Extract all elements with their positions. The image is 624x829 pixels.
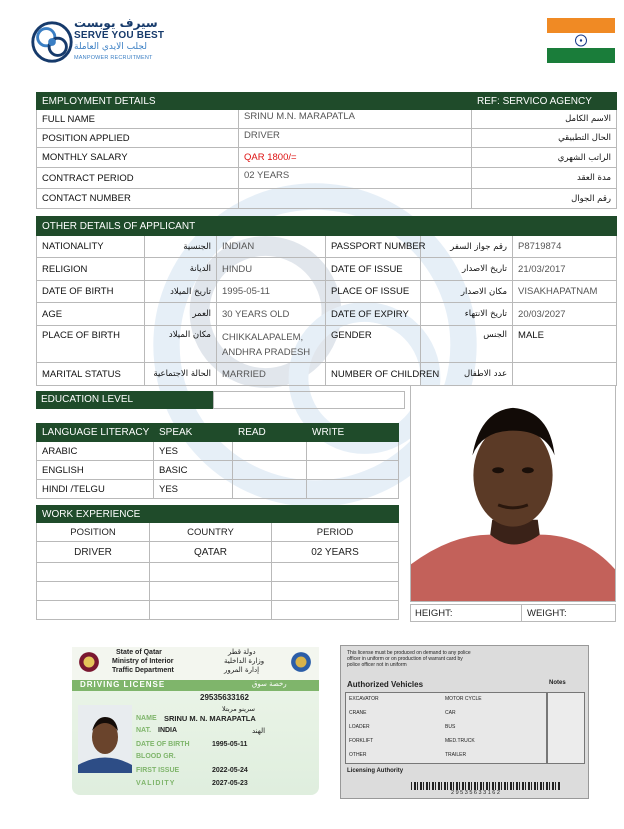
logo-english-name: SERVE YOU BEST <box>74 30 165 41</box>
language-write <box>307 442 399 461</box>
place-of-issue-arabic: مكان الاصدار <box>421 281 513 303</box>
gender-value: MALE <box>513 326 617 363</box>
divider <box>521 605 522 621</box>
contact-number-arabic: رقم الجوال <box>472 189 617 209</box>
notes-label: Notes <box>549 680 566 686</box>
work-country <box>150 563 272 582</box>
work-position <box>37 563 150 582</box>
language-row <box>37 480 399 499</box>
date-of-expiry-value: 20/03/2027 <box>513 303 617 326</box>
language-read <box>233 461 307 480</box>
passport-label: PASSPORT NUMBER <box>326 236 421 258</box>
passport-value: P8719874 <box>513 236 617 258</box>
license-valid: 2027-05-23 <box>212 780 248 787</box>
place-of-birth-line2: ANDHRA PRADESH <box>222 347 311 358</box>
work-country <box>150 582 272 601</box>
full-name-value: SRINU M.N. MARAPATLA <box>239 110 472 129</box>
height-weight-row <box>410 604 616 622</box>
work-country: QATAR <box>150 542 272 563</box>
work-col-country: COUNTRY <box>150 523 272 542</box>
vehicle-left-4: OTHER <box>349 752 367 758</box>
barcode-text: 2 9 5 3 5 6 3 3 1 6 2 <box>451 790 500 796</box>
license-name: SRINU M. N. MARAPATLA <box>164 714 256 723</box>
language-speak: YES <box>154 480 233 499</box>
language-row <box>37 461 399 480</box>
license-header-band <box>72 647 319 680</box>
work-row <box>37 582 399 601</box>
language-read <box>233 442 307 461</box>
position-value: DRIVER <box>239 129 472 148</box>
license-photo <box>78 705 132 773</box>
qatar-emblem-icon <box>78 651 100 673</box>
place-of-birth-value <box>217 326 326 363</box>
language-header: LANGUAGE LITERACY <box>37 424 154 442</box>
license-nat-label: NAT. <box>136 727 152 734</box>
read-header: READ <box>233 424 307 442</box>
license-ar-title: رخصة سوق <box>252 680 287 688</box>
applicant-portrait-image <box>411 386 615 601</box>
work-row <box>37 542 399 563</box>
work-experience-header: WORK EXPERIENCE <box>37 506 399 523</box>
logo-arabic-name: سيرف يوبست <box>74 16 158 30</box>
education-value <box>213 391 405 409</box>
place-of-birth-arabic: مكان الميلاد <box>145 326 217 363</box>
children-arabic: عدد الاطفال <box>421 363 513 386</box>
vehicle-right-3: MED.TRUCK <box>445 738 475 744</box>
license-state: State of Qatar <box>116 649 162 656</box>
other-details-table <box>36 216 617 386</box>
language-name: ARABIC <box>37 442 154 461</box>
language-row <box>37 442 399 461</box>
dob-arabic: تاريخ الميلاد <box>145 281 217 303</box>
salary-value: QAR 1800/= <box>239 148 472 168</box>
date-of-expiry-label: DATE OF EXPIRY <box>326 303 421 326</box>
language-speak: YES <box>154 442 233 461</box>
license-title: DRIVING LICENSE <box>80 680 166 689</box>
contract-period-arabic: مدة العقد <box>472 168 617 189</box>
work-row <box>37 601 399 620</box>
driving-license-front <box>72 647 319 795</box>
license-number: 29535633162 <box>200 693 249 702</box>
religion-value: HINDU <box>217 258 326 281</box>
children-label: NUMBER OF CHILDREN <box>326 363 421 386</box>
license-name-label: NAME <box>136 715 157 722</box>
authorized-vehicles-label: Authorized Vehicles <box>347 680 424 689</box>
driving-license-back <box>340 645 589 799</box>
license-portrait-image <box>78 705 132 773</box>
dob-label: DATE OF BIRTH <box>37 281 145 303</box>
contract-period-value: 02 YEARS <box>239 168 472 189</box>
language-write <box>307 480 399 499</box>
license-nat-ar: الهند <box>252 727 266 735</box>
license-ministry: Ministry of Interior <box>112 658 174 665</box>
license-first: 2022-05-24 <box>212 767 248 774</box>
license-ar-ministry: وزارة الداخلية <box>224 657 265 665</box>
logo-tagline: MANPOWER RECRUITMENT <box>74 55 153 61</box>
vehicle-left-3: FORKLIFT <box>349 738 374 744</box>
language-read <box>233 480 307 499</box>
place-of-issue-label: PLACE OF ISSUE <box>326 281 421 303</box>
license-dob: 1995-05-11 <box>212 741 248 748</box>
work-period <box>272 601 399 620</box>
license-dob-label: DATE OF BIRTH <box>136 741 190 748</box>
work-col-position: POSITION <box>37 523 150 542</box>
vehicle-right-4: TRAILER <box>445 752 467 758</box>
license-back-notice: This license must be produced on demand to any police officer in uniform or on production of warrant card by police officer not in uniform <box>347 650 471 668</box>
notes-column <box>547 692 585 764</box>
contract-period-label: CONTRACT PERIOD <box>37 168 239 189</box>
other-details-header-right <box>326 217 617 236</box>
employment-table <box>36 92 617 209</box>
applicant-photo <box>410 385 616 602</box>
nationality-arabic: الجنسية <box>145 236 217 258</box>
vehicle-right-0: MOTOR CYCLE <box>445 696 482 702</box>
vehicle-left-2: LOADER <box>349 724 370 730</box>
language-speak: BASIC <box>154 461 233 480</box>
vehicle-right-1: CAR <box>445 710 456 716</box>
passport-arabic: رقم جواز السفر <box>421 236 513 258</box>
work-period <box>272 582 399 601</box>
marital-status-arabic: الحالة الاجتماعية <box>145 363 217 386</box>
vehicle-left-0: EXCAVATOR <box>349 696 379 702</box>
place-of-birth-line1: CHIKKALAPALEM, <box>222 332 304 343</box>
license-blood-label: BLOOD GR. <box>136 753 176 760</box>
date-of-issue-label: DATE OF ISSUE <box>326 258 421 281</box>
religion-arabic: الديانة <box>145 258 217 281</box>
work-country <box>150 601 272 620</box>
work-row <box>37 563 399 582</box>
work-position <box>37 582 150 601</box>
date-of-expiry-arabic: تاريخ الانتهاء <box>421 303 513 326</box>
salary-arabic: الراتب الشهري <box>472 148 617 168</box>
language-table <box>36 423 399 499</box>
license-nat: INDIA <box>158 727 178 734</box>
place-of-issue-value: VISAKHAPATNAM <box>513 281 617 303</box>
license-valid-label: VALIDITY <box>136 780 176 787</box>
contact-number-label: CONTACT NUMBER <box>37 189 239 209</box>
gender-label: GENDER <box>326 326 421 363</box>
vehicle-right-2: BUS <box>445 724 456 730</box>
logo-arabic-sub: لجلب الايدي العاملة <box>74 42 147 52</box>
dob-value: 1995-05-11 <box>217 281 326 303</box>
company-logo-icon <box>30 18 74 66</box>
work-position: DRIVER <box>37 542 150 563</box>
position-arabic: الحال التطبيقي <box>472 129 617 148</box>
date-of-issue-arabic: تاريخ الاصدار <box>421 258 513 281</box>
work-period: 02 YEARS <box>272 542 399 563</box>
height-label: HEIGHT: <box>415 608 453 619</box>
nationality-value: INDIAN <box>217 236 326 258</box>
contact-number-value <box>239 189 472 209</box>
licensing-authority-label: Licensing Authority <box>347 768 404 774</box>
date-of-issue-value: 21/03/2017 <box>513 258 617 281</box>
license-first-label: FIRST ISSUE <box>136 767 180 774</box>
employment-header: EMPLOYMENT DETAILS <box>37 93 472 110</box>
india-flag-icon <box>547 18 615 63</box>
salary-label: MONTHLY SALARY <box>37 148 239 168</box>
ref-agency: REF: SERVICO AGENCY <box>472 93 617 110</box>
education-header: EDUCATION LEVEL <box>36 391 213 409</box>
language-write <box>307 461 399 480</box>
work-period <box>272 563 399 582</box>
weight-label: WEIGHT: <box>527 608 567 619</box>
age-value: 30 YEARS OLD <box>217 303 326 326</box>
religion-label: RELIGION <box>37 258 145 281</box>
work-experience-table <box>36 505 399 620</box>
children-value <box>513 363 617 386</box>
traffic-emblem-icon <box>290 651 312 673</box>
license-ar-name: سرينو مربتلا <box>222 705 255 713</box>
marital-status-value: MARRIED <box>217 363 326 386</box>
other-details-header: OTHER DETAILS OF APPLICANT <box>37 217 326 236</box>
barcode-icon <box>411 782 561 790</box>
age-label: AGE <box>37 303 145 326</box>
marital-status-label: MARITAL STATUS <box>37 363 145 386</box>
license-ar-state: دولة قطر <box>228 648 256 656</box>
speak-header: SPEAK <box>154 424 233 442</box>
work-col-period: PERIOD <box>272 523 399 542</box>
full-name-label: FULL NAME <box>37 110 239 129</box>
position-label: POSITION APPLIED <box>37 129 239 148</box>
age-arabic: العمر <box>145 303 217 326</box>
nationality-label: NATIONALITY <box>37 236 145 258</box>
full-name-arabic: الاسم الكامل <box>472 110 617 129</box>
license-ar-dept: إدارة المرور <box>224 666 260 674</box>
work-position <box>37 601 150 620</box>
language-name: HINDI /TELGU <box>37 480 154 499</box>
place-of-birth-label: PLACE OF BIRTH <box>37 326 145 363</box>
license-dept: Traffic Department <box>112 667 174 674</box>
gender-arabic: الجنس <box>421 326 513 363</box>
vehicle-left-1: CRANE <box>349 710 367 716</box>
write-header: WRITE <box>307 424 399 442</box>
language-name: ENGLISH <box>37 461 154 480</box>
